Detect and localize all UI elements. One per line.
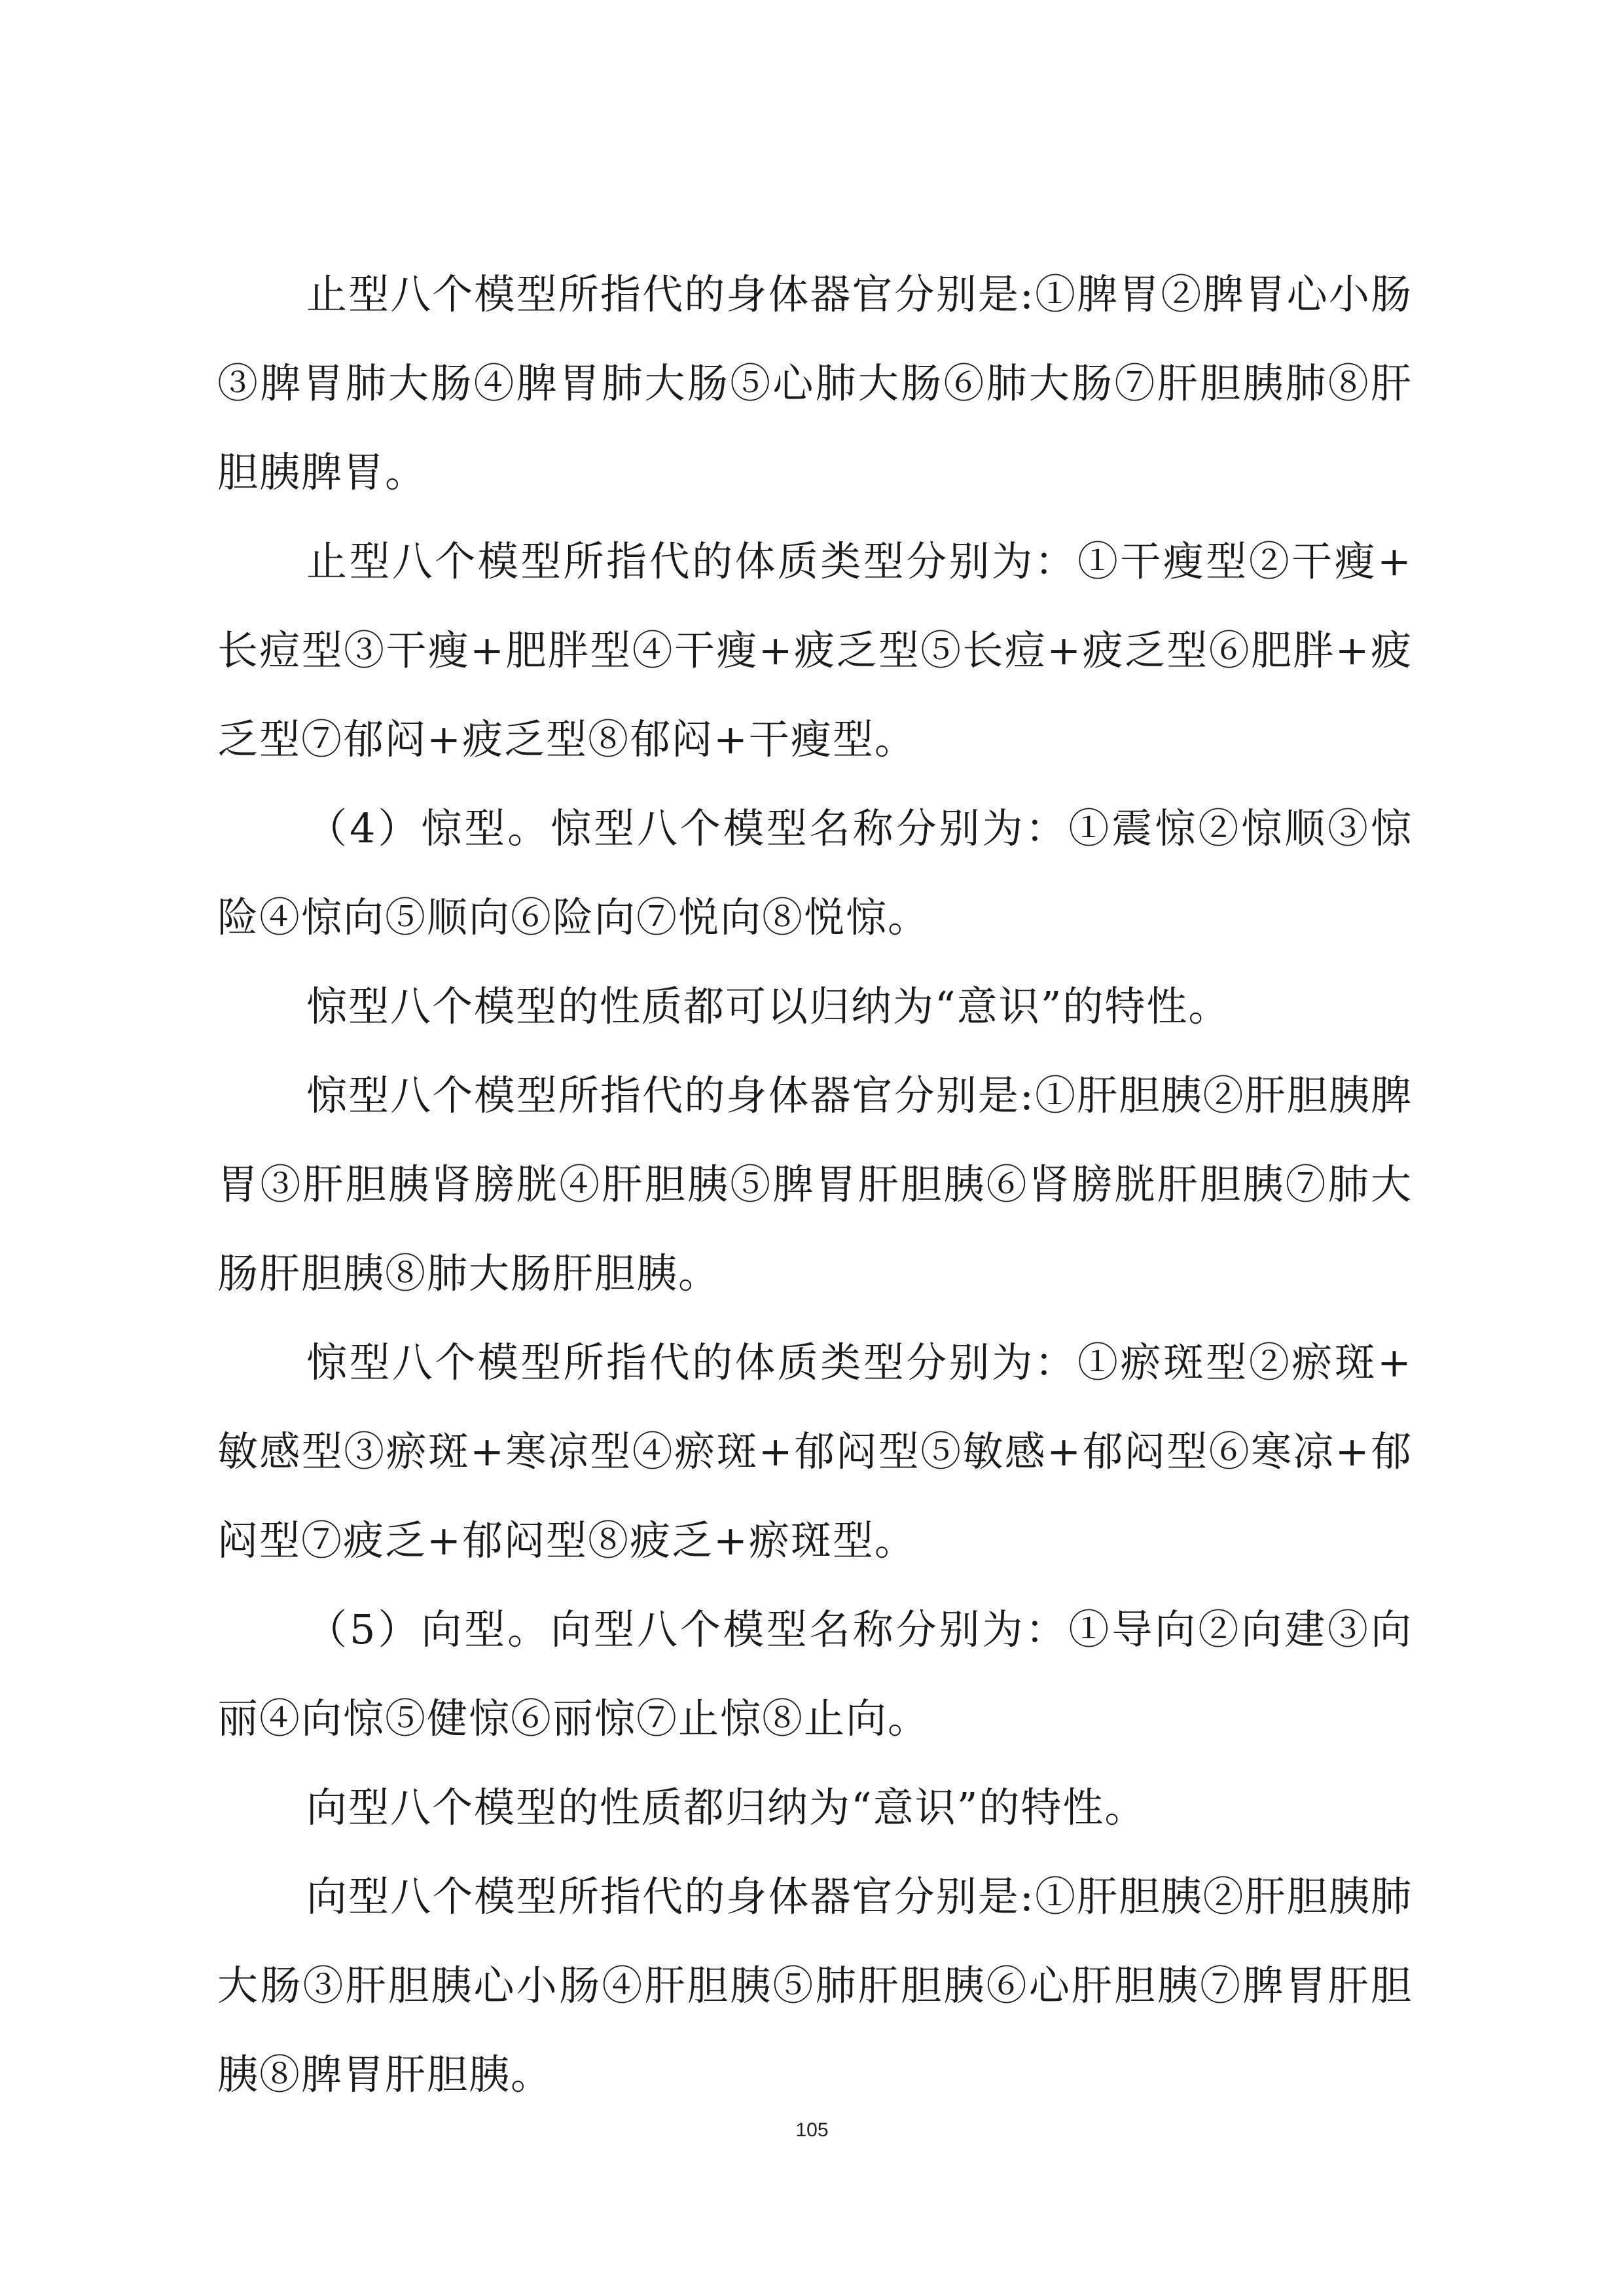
paragraph-stop-type-organs: 止型八个模型所指代的身体器官分别是:①脾胃②脾胃心小肠③脾胃肺大肠④脾胃肺大肠⑤心肺大肠⑥肺大肠⑦肝胆胰肺⑧肝胆胰脾胃。 <box>217 270 1413 496</box>
document-body <box>217 250 1413 2119</box>
paragraph-startle-type-organs: 惊型八个模型所指代的身体器官分别是:①肝胆胰②肝胆胰脾胃③肝胆胰肾膀胱④肝胆胰⑤脾胃肝胆胰⑥肾膀胱肝胆胰⑦肺大肠肝胆胰⑧肺大肠肝胆胰。 <box>217 1071 1413 1297</box>
paragraph-startle-type-names: （4）惊型。惊型八个模型名称分别为：①震惊②惊顺③惊险④惊向⑤顺向⑥险向⑦悦向⑧悦惊。 <box>217 804 1413 941</box>
paragraph-startle-type-nature: 惊型八个模型的性质都可以归纳为“意识”的特性。 <box>306 982 1231 1030</box>
paragraph-direction-type-organs: 向型八个模型所指代的身体器官分别是:①肝胆胰②肝胆胰肺大肠③肝胆胰心小肠④肝胆胰⑤肺肝胆胰⑥心肝胆胰⑦脾胃肝胆胰⑧脾胃肝胆胰。 <box>217 1873 1413 2098</box>
paragraph-direction-type-nature: 向型八个模型的性质都归纳为“意识”的特性。 <box>306 1784 1147 1831</box>
page-number: 105 <box>795 2119 829 2141</box>
paragraph-direction-type-names: （5）向型。向型八个模型名称分别为：①导向②向建③向丽④向惊⑤健惊⑥丽惊⑦止惊⑧止向。 <box>217 1605 1413 1742</box>
paragraph-stop-type-constitutions: 止型八个模型所指代的体质类型分别为：①干瘦型②干瘦+长痘型③干瘦+肥胖型④干瘦+疲乏型⑤长痘+疲乏型⑥肥胖+疲乏型⑦郁闷+疲乏型⑧郁闷+干瘦型。 <box>217 537 1413 763</box>
paragraph-startle-type-constitutions: 惊型八个模型所指代的体质类型分别为：①瘀斑型②瘀斑+敏感型③瘀斑+寒凉型④瘀斑+郁闷型⑤敏感+郁闷型⑥寒凉+郁闷型⑦疲乏+郁闷型⑧疲乏+瘀斑型。 <box>217 1338 1413 1564</box>
